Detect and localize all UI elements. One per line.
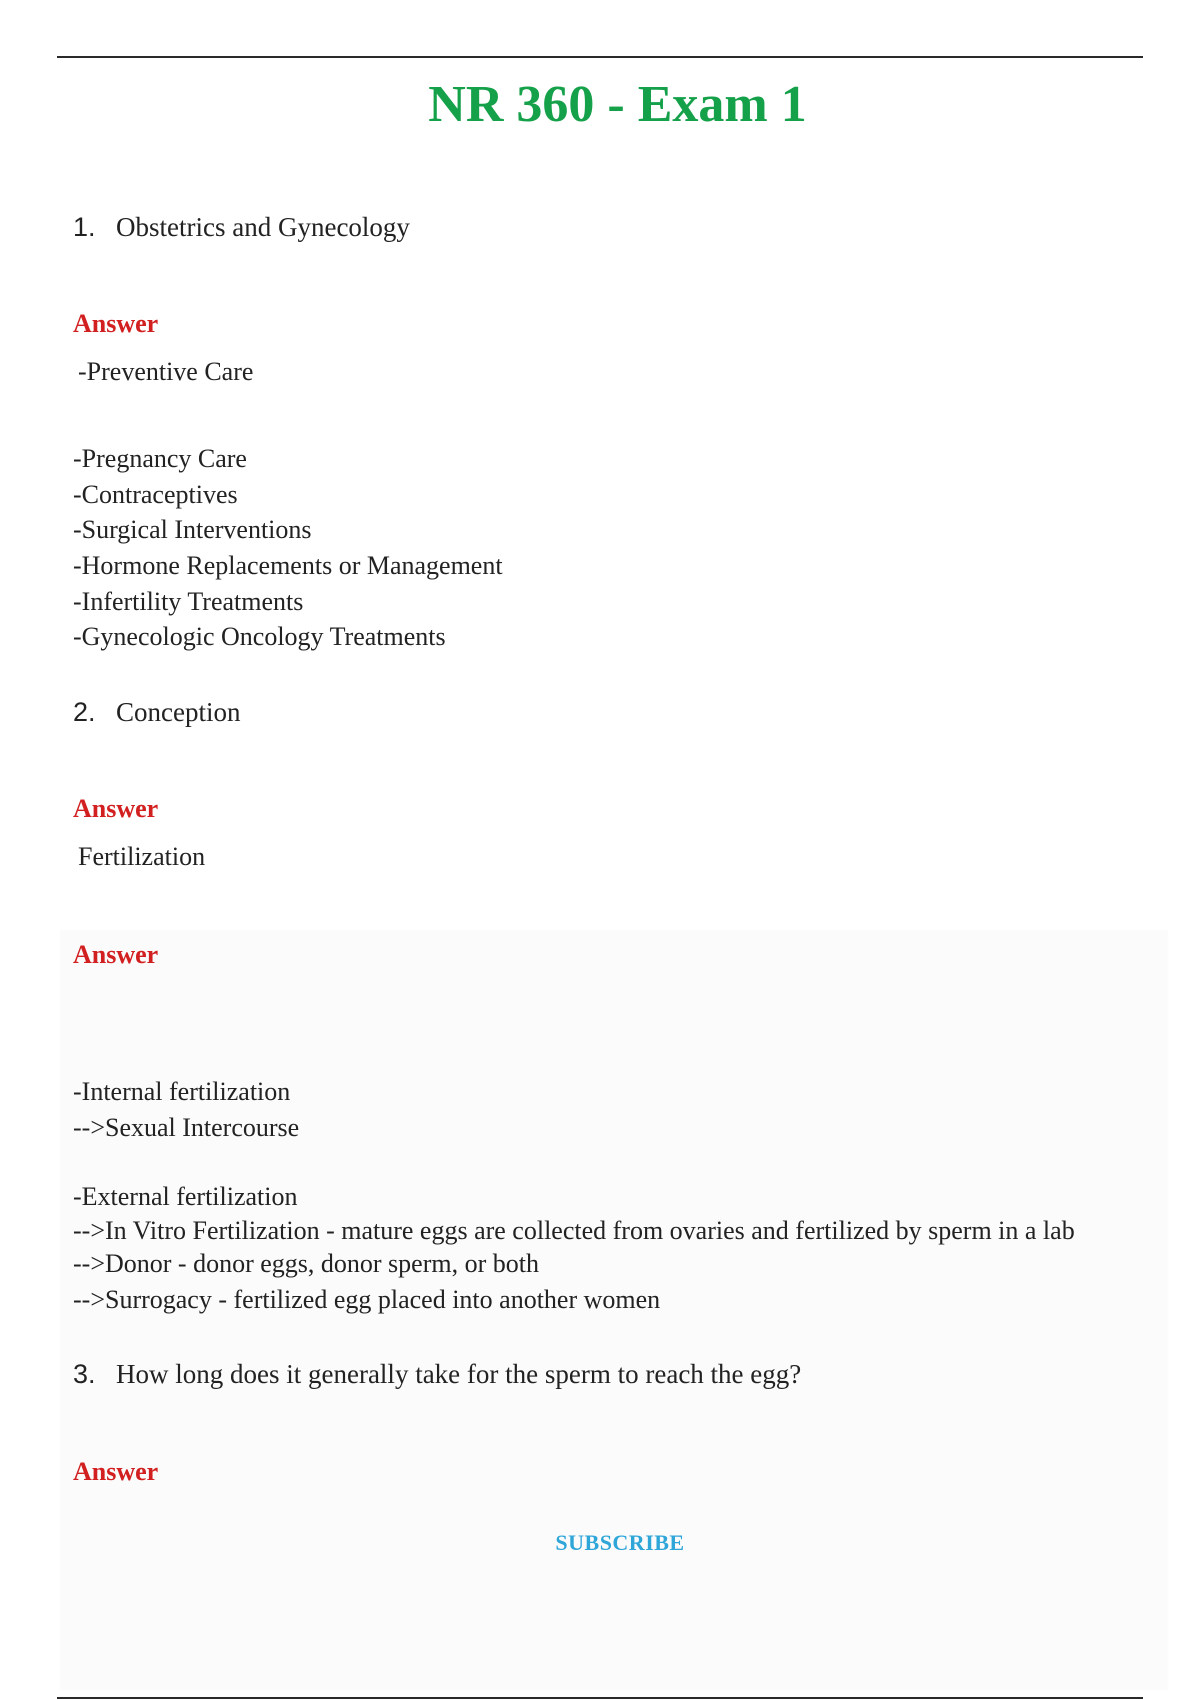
answer-line: -->Donor - donor eggs, donor sperm, or both xyxy=(73,1249,539,1278)
answer-line: -Pregnancy Care xyxy=(73,444,247,473)
question-number: 1. xyxy=(73,212,96,242)
answer-label: Answer xyxy=(73,794,159,823)
question-text: How long does it generally take for the sperm to reach the egg? xyxy=(116,1359,802,1389)
question-number: 2. xyxy=(73,697,96,727)
answer-line: -External fertilization xyxy=(73,1182,298,1211)
subscribe-link[interactable]: SUBSCRIBE xyxy=(555,1530,685,1555)
answer-label: Answer xyxy=(73,940,159,969)
answer-line: -Internal fertilization xyxy=(73,1077,291,1106)
page-title: NR 360 - Exam 1 xyxy=(428,76,807,133)
answer-line: -Surgical Interventions xyxy=(73,515,312,544)
answer-line: -->In Vitro Fertilization - mature eggs are collected from ovaries and fertilized by sperm in a lab xyxy=(73,1216,1075,1245)
answer-line: -Infertility Treatments xyxy=(73,587,304,616)
answer-line: -Gynecologic Oncology Treatments xyxy=(73,622,446,651)
question-number: 3. xyxy=(73,1359,96,1389)
question-2 xyxy=(73,695,240,729)
bottom-divider xyxy=(57,1697,1143,1699)
answer-line: -Hormone Replacements or Management xyxy=(73,551,503,580)
answer-line: -Preventive Care xyxy=(78,357,254,386)
question-text: Obstetrics and Gynecology xyxy=(116,212,410,242)
answer-line: -->Surrogacy - fertilized egg placed into another women xyxy=(73,1285,661,1314)
top-divider xyxy=(57,56,1143,58)
answer-label: Answer xyxy=(73,1457,159,1486)
question-1 xyxy=(73,210,410,244)
answer-line: -Contraceptives xyxy=(73,480,238,509)
answer-label: Answer xyxy=(73,309,159,338)
question-text: Conception xyxy=(116,697,241,727)
question-3 xyxy=(73,1357,801,1391)
answer-line: -->Sexual Intercourse xyxy=(73,1113,300,1142)
answer-line: Fertilization xyxy=(78,842,206,871)
